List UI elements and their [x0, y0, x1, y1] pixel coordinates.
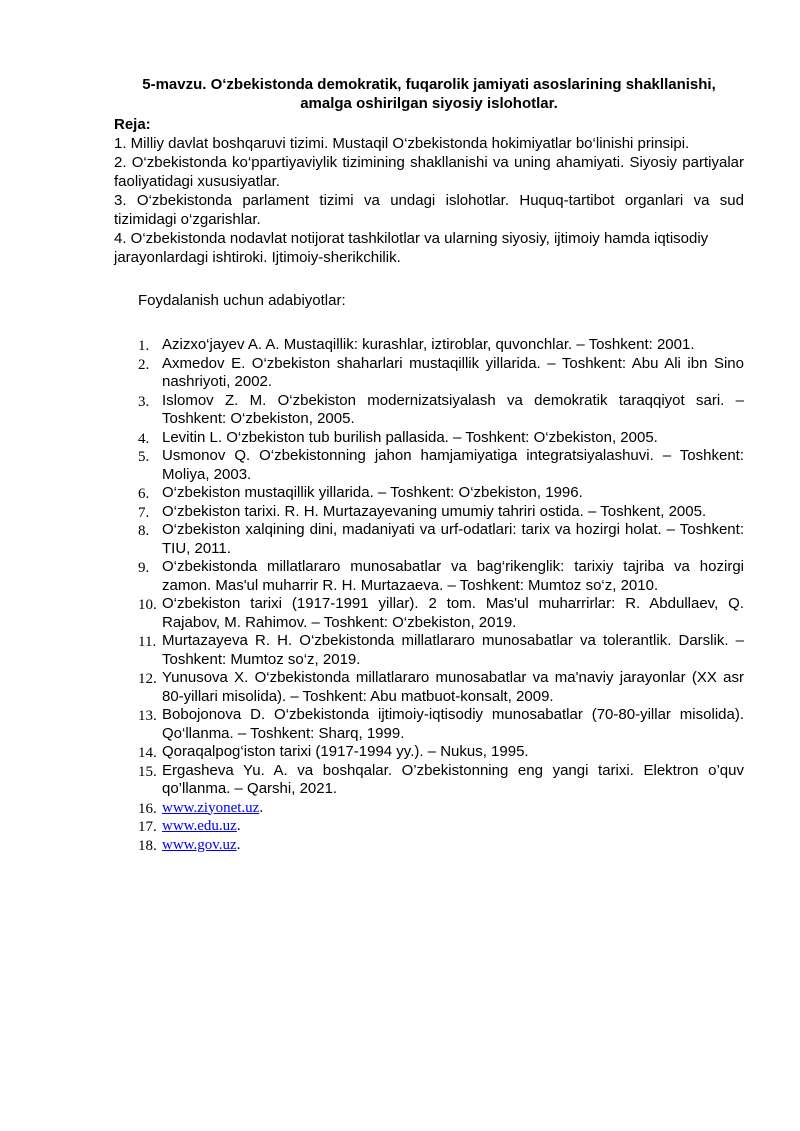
plan-list [114, 134, 744, 267]
reference-link-item: 17. www.edu.uz. [138, 818, 241, 835]
reference-item: 7. O‘zbekiston tarixi. R. H. Murtazayevaning umumiy tahriri ostida. – Toshkent, 2005. [138, 502, 707, 521]
link-ziyonet[interactable]: www.ziyonet.uz [162, 799, 260, 816]
reference-item: 1. Azizxo‘jayev A. A. Mustaqillik: kurashlar, iztiroblar, quvonchlar. – Toshkent: 2001. [138, 336, 695, 354]
plan-item-2: 2. O‘zbekistonda ko‘ppartiyaviylik tizimining shakllanishi va uning ahamiyati. Siyosiy partiyalar faoliyatidagi xususiyatlar. [114, 154, 744, 190]
reference-link-item: 18. www.gov.uz. [138, 836, 241, 854]
reference-item: 4. Levitin L. O‘zbekiston tub burilish pallasida. – Toshkent: O‘zbekiston, 2005. [138, 428, 658, 447]
reference-item: 15. Ergasheva Yu. A. va boshqalar. O’zbekistonning eng yangi tarixi. Elektron o’quv qo’llanma. – Qarshi, 2021. [138, 761, 744, 797]
reference-item: 2. Axmedov E. O‘zbekiston shaharlari mustaqillik yillarida. – Toshkent: Abu Ali ibn Sino nashriyoti, 2002. [138, 354, 744, 390]
reference-item: 6. O‘zbekiston mustaqillik yillarida. – Toshkent: O‘zbekiston, 1996. [138, 484, 583, 502]
plan-item-3: 3. O‘zbekistonda parlament tizimi va undagi islohotlar. Huquq-tartibot organlari va sud tizimidagi o‘zgarishlar. [114, 192, 744, 228]
reference-item: 12. Yunusova X. O‘zbekistonda millatlararo munosabatlar va ma'naviy jarayonlar (XX asr 80-yillari misolida). – Toshkent: Abu matbuot-konsalt, 2009. [138, 669, 744, 705]
reference-item: 9. O‘zbekistonda millatlararo munosabatlar va bag‘rikenglik: tarixiy tajriba va hozirgi zamon. Mas'ul muharrir R. H. Murtazaeva. – Toshkent: Mumtoz so‘z, 2010. [138, 558, 744, 594]
reference-item: 5. Usmonov Q. O‘zbekistonning jahon hamjamiyatiga integratsiyalashuvi. – Toshkent: Moliya, 2003. [138, 447, 744, 483]
reference-item: 13. Bobojonova D. O‘zbekistonda ijtimoiy-iqtisodiy munosabatlar (70-80-yillar misolida). Qo‘llanma. – Toshkent: Sharq, 1999. [138, 706, 744, 742]
literature-heading: Foydalanish uchun adabiyotlar: [138, 292, 346, 309]
reference-item: 3. Islomov Z. M. O‘zbekiston modernizatsiyalash va demokratik taraqqiyot sari. – Toshkent: O‘zbekiston, 2005. [138, 391, 744, 427]
title-line-2: amalga oshirilgan siyosiy islohotlar. [300, 95, 558, 112]
plan-item-4: 4. O‘zbekistonda nodavlat notijorat tashkilotlar va ularning siyosiy, ijtimoiy hamda iqtisodiy jarayonlardagi ishtiroki. Ijtimoiy-sherikchilik. [114, 230, 709, 266]
title-line-1: 5-mavzu. O‘zbekistonda demokratik, fuqarolik jamiyati asoslarining shakllanishi, [142, 76, 716, 93]
link-edu[interactable]: www.edu.uz [162, 818, 237, 834]
plan-item-1: 1. Milliy davlat boshqaruvi tizimi. Mustaqil O‘zbekistonda hokimiyatlar bo‘linishi prinsipi. [114, 135, 690, 152]
reference-item: 8. O‘zbekiston xalqining dini, madaniyati va urf-odatlari: tarix va hozirgi holat. – Toshkent: TIU, 2011. [138, 521, 744, 557]
reference-item: 14. Qoraqalpog‘iston tarixi (1917-1994 yy.). – Nukus, 1995. [138, 743, 529, 761]
reference-item: 11. Murtazayeva R. H. O‘zbekistonda millatlararo munosabatlar va tolerantlik. Darslik. – Toshkent: Mumtoz so‘z, 2019. [138, 632, 744, 668]
document-title [114, 75, 744, 113]
reference-list [114, 336, 744, 854]
link-gov[interactable]: www.gov.uz [162, 836, 237, 853]
reference-item: 10. O‘zbekiston tarixi (1917-1991 yillar). 2 tom. Mas'ul muharrirlar: R. Abdullaev, Q. Rajabov, M. Rahimov. – Toshkent: O‘zbekiston, 2019. [138, 595, 744, 631]
reference-link-item: 16. www.ziyonet.uz. [138, 799, 264, 817]
plan-label: Reja: [114, 116, 151, 133]
